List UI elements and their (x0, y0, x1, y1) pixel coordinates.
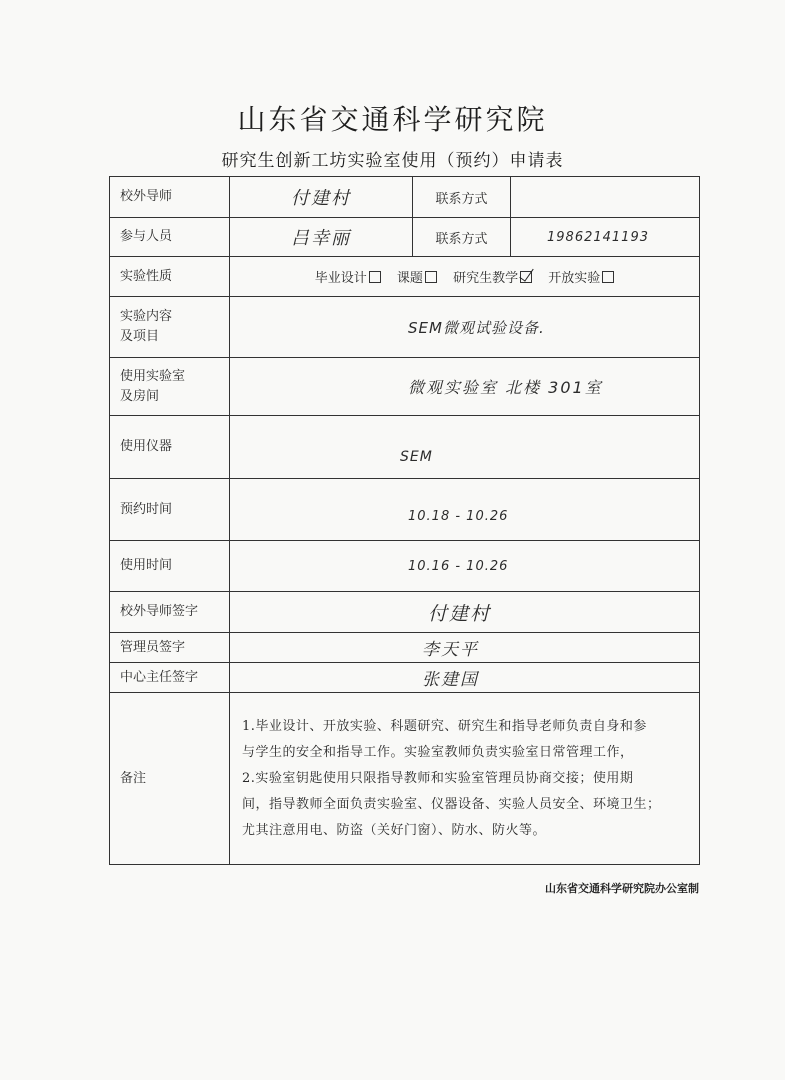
use-time-value-cell (230, 541, 700, 592)
participants-label: 参与人员 (110, 218, 230, 257)
director-sign-label: 中心主任签字 (110, 663, 230, 693)
notes-line: 2.实验室钥匙使用只限指导教师和实验室管理员协商交接；使用期 (242, 770, 634, 786)
nature-option-graduation: 毕业设计 (315, 271, 381, 286)
use-time-value: 10.16 - 10.26 (408, 558, 509, 574)
application-table (109, 176, 700, 865)
reserve-time-value-cell (230, 479, 700, 541)
notes-label: 备注 (110, 693, 230, 865)
reserve-time-value: 10.18 - 10.26 (408, 509, 509, 524)
admin-sign-label: 管理员签字 (110, 633, 230, 663)
reserve-time-row (110, 479, 700, 541)
content-value: SEM微观试验设备. (408, 318, 545, 337)
instrument-row (110, 416, 700, 479)
nature-label: 实验性质 (110, 257, 230, 297)
issuer-footer: 山东省交通科学研究院办公室制 (545, 882, 699, 895)
nature-option-open: 开放实验 (548, 271, 614, 286)
participants-row (110, 218, 700, 257)
checkbox-icon (369, 271, 381, 283)
checkbox-icon (425, 271, 437, 283)
admin-sign-row (110, 633, 700, 663)
lab-label: 使用实验室 及房间 (110, 358, 230, 416)
notes-line: 间，指导教师全面负责实验室、仪器设备、实验人员安全、环境卫生； (242, 796, 661, 812)
lab-value-cell (230, 358, 700, 416)
advisor-label: 校外导师 (110, 177, 230, 218)
participants-value-cell (230, 218, 413, 257)
lab-value: 微观实验室 北楼 301室 (408, 378, 603, 397)
director-sign-row (110, 663, 700, 693)
instrument-label: 使用仪器 (110, 416, 230, 479)
nature-option-teaching: 研究生教学 (453, 271, 532, 286)
checkbox-icon (602, 271, 614, 283)
advisor-signature: 付建村 (428, 602, 492, 625)
contact-value-2-cell (511, 218, 700, 257)
reserve-time-label: 预约时间 (110, 479, 230, 541)
instrument-value-cell (230, 416, 700, 479)
participants-value: 吕幸丽 (291, 228, 351, 249)
advisor-value-cell (230, 177, 413, 218)
institute-title: 山东省交通科学研究院 (237, 103, 548, 136)
director-sign-cell (230, 663, 700, 693)
contact-label-2: 联系方式 (413, 218, 511, 257)
lab-row (110, 358, 700, 416)
content-label: 实验内容 及项目 (110, 297, 230, 358)
advisor-sign-label: 校外导师签字 (110, 592, 230, 633)
use-time-label: 使用时间 (110, 541, 230, 592)
director-signature: 张建国 (422, 670, 479, 690)
content-value-cell (230, 297, 700, 358)
notes-text (230, 693, 700, 865)
advisor-value: 付建村 (291, 188, 351, 209)
use-time-row (110, 541, 700, 592)
advisor-sign-row (110, 592, 700, 633)
nature-row (110, 257, 700, 297)
nature-option-project: 课题 (397, 271, 437, 286)
notes-line: 1.毕业设计、开放实验、科题研究、研究生和指导老师负责自身和参 (242, 718, 647, 734)
notes-line: 与学生的安全和指导工作。实验室教师负责实验室日常管理工作， (242, 744, 634, 760)
advisor-sign-cell (230, 592, 700, 633)
contact-value-2: 19862141193 (547, 229, 649, 245)
notes-line: 尤其注意用电、防盗（关好门窗）、防水、防火等。 (242, 822, 547, 838)
admin-signature: 李天平 (422, 640, 479, 660)
contact-label-1: 联系方式 (413, 177, 511, 218)
admin-sign-cell (230, 633, 700, 663)
form-subtitle: 研究生创新工坊实验室使用（预约）申请表 (221, 151, 564, 171)
advisor-row (110, 177, 700, 218)
content-row (110, 297, 700, 358)
nature-options (230, 257, 700, 297)
checked-checkbox-icon (520, 271, 532, 283)
notes-row (110, 693, 700, 865)
contact-value-1 (511, 177, 700, 218)
instrument-value: SEM (400, 449, 433, 465)
